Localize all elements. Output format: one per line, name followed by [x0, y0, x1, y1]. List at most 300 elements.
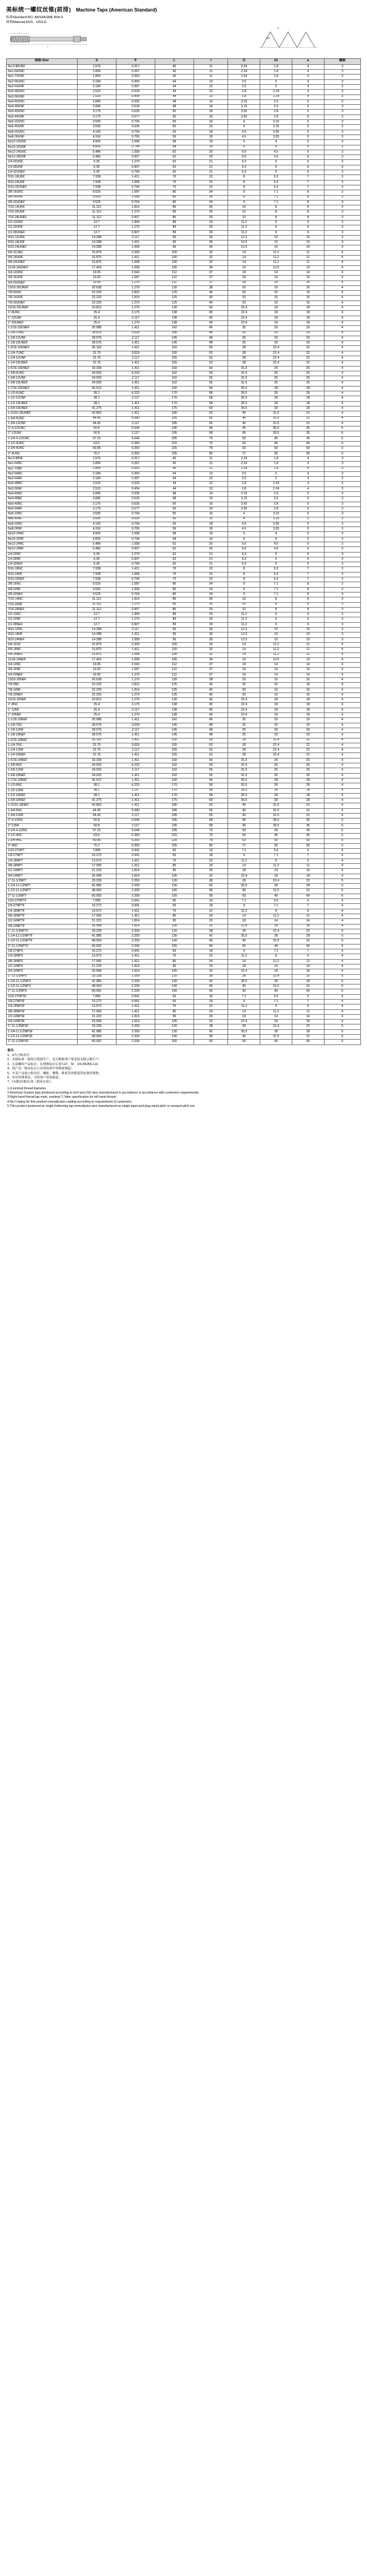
- cell-size: 2"-11-1/2NPT: [7, 894, 78, 898]
- cell-value: 4: [324, 969, 360, 974]
- cell-value: 1.058: [116, 140, 155, 145]
- cell-value: 40: [228, 411, 260, 416]
- cell-size: 3/8-32NEF: [7, 592, 78, 597]
- cell-value: 56: [194, 386, 228, 391]
- cell-value: 3.15: [260, 512, 292, 517]
- cell-size: No2-56NC: [7, 471, 78, 476]
- cell-value: 4.5: [260, 547, 292, 552]
- cell-value: 18: [260, 969, 292, 974]
- cell-value: 3: [324, 502, 360, 506]
- cell-value: 0.454: [116, 95, 155, 99]
- cell-value: 3: [324, 75, 360, 79]
- cell-value: 4: [324, 250, 360, 255]
- cell-value: 24: [194, 592, 228, 597]
- table-row: [7, 421, 361, 426]
- cell-value: 6: [324, 1040, 360, 1044]
- cell-value: 28: [260, 788, 292, 793]
- cell-size: 9/16-18UNF: [7, 241, 78, 245]
- cell-value: 0.454: [116, 471, 155, 476]
- cell-value: 25: [292, 758, 324, 763]
- cell-value: 8: [228, 572, 260, 577]
- cell-size: 1"-20NEF: [7, 713, 78, 718]
- cell-value: 130: [155, 934, 194, 939]
- cell-value: 2.515: [77, 90, 116, 95]
- cell-value: 63: [228, 838, 260, 843]
- cell-size: 2-1/4-4-1/2NC: [7, 828, 78, 833]
- table-row: [7, 341, 361, 346]
- cell-value: 11.2: [228, 225, 260, 230]
- cell-value: 40: [228, 984, 260, 989]
- cell-value: 28: [292, 391, 324, 396]
- table-row: [7, 442, 361, 446]
- cell-value: 0.941: [116, 949, 155, 954]
- cell-value: 1.814: [116, 969, 155, 974]
- cell-value: 22.4: [260, 929, 292, 934]
- cell-value: 5: [260, 170, 292, 175]
- cell-value: 19: [194, 532, 228, 537]
- cell-value: 4: [324, 919, 360, 924]
- table-row: [7, 909, 361, 914]
- cell-value: 6.350: [116, 451, 155, 456]
- cell-value: 40: [194, 688, 228, 692]
- cell-value: 3: [324, 134, 360, 139]
- cell-value: 28: [228, 974, 260, 979]
- cell-value: 22: [292, 753, 324, 758]
- cell-size: 7/8-14NF: [7, 688, 78, 692]
- cell-value: 10: [292, 632, 324, 637]
- cell-value: 31.5: [260, 939, 292, 944]
- cell-value: 5.644: [116, 427, 155, 431]
- table-row: [7, 1009, 361, 1014]
- cell-value: 140: [155, 889, 194, 894]
- cell-value: 3.55: [228, 115, 260, 119]
- cell-value: 40: [228, 421, 260, 426]
- cell-value: 11: [194, 64, 228, 69]
- cell-value: 3: [324, 145, 360, 150]
- cell-value: 42: [194, 306, 228, 311]
- cell-value: 3: [324, 572, 360, 577]
- cell-value: 22.225: [77, 688, 116, 692]
- table-row: [7, 296, 361, 300]
- cell-value: 28.575: [77, 341, 116, 346]
- cell-value: 9: [292, 1004, 324, 1009]
- cell-size: 2-1/4-4-1/2UNC: [7, 436, 78, 441]
- cell-value: 52: [194, 351, 228, 356]
- note-cn-line: 1、d为公称直径: [7, 1054, 30, 1058]
- cell-value: 3.505: [77, 120, 116, 125]
- table-row: [7, 683, 361, 688]
- cell-value: 4: [260, 532, 292, 537]
- cell-value: 31: [292, 1035, 324, 1040]
- cell-value: 8: [292, 190, 324, 195]
- cell-value: 8: [260, 607, 292, 612]
- cell-value: 4: [292, 79, 324, 84]
- cell-value: 4: [324, 768, 360, 773]
- cell-value: 10: [260, 235, 292, 240]
- cell-value: 3.629: [116, 723, 155, 728]
- cell-value: 22: [194, 572, 228, 577]
- cell-value: 1.411: [116, 401, 155, 406]
- cell-value: 60: [155, 899, 194, 904]
- cell-value: 125: [155, 692, 194, 697]
- cell-value: 1.8: [260, 466, 292, 471]
- cell-value: 62: [155, 155, 194, 160]
- cell-value: 68: [194, 427, 228, 431]
- cell-value: 4: [324, 1009, 360, 1014]
- cell-value: 75: [155, 909, 194, 914]
- cell-value: 40: [228, 939, 260, 944]
- cell-value: 31.5: [260, 803, 292, 808]
- cell-value: 80: [155, 587, 194, 592]
- cell-value: 160: [155, 758, 194, 763]
- cell-value: 11: [292, 261, 324, 265]
- cell-value: 6.35: [77, 160, 116, 165]
- cell-value: 2.184: [77, 84, 116, 89]
- cell-value: 16: [260, 688, 292, 692]
- cell-size: 1-1/8-7UNC: [7, 331, 78, 336]
- cell-value: 44.45: [77, 421, 116, 426]
- cell-value: 31: [292, 939, 324, 944]
- cell-value: 28: [292, 793, 324, 798]
- cell-value: 68: [194, 818, 228, 823]
- cell-value: 48: [155, 492, 194, 497]
- table-row: [7, 1020, 361, 1024]
- cell-size: 1-1/2-6NC: [7, 783, 78, 788]
- cell-size: 1/2-14NPT: [7, 869, 78, 874]
- cell-value: 16: [260, 683, 292, 688]
- cell-value: 7.1: [228, 899, 260, 904]
- cell-value: 3: [324, 456, 360, 461]
- cell-size: 1/4-20NC: [7, 552, 78, 557]
- cell-value: 130: [155, 306, 194, 311]
- cell-value: 58: [194, 783, 228, 788]
- cell-value: 3: [324, 522, 360, 526]
- cell-value: 4: [324, 421, 360, 426]
- cell-value: 3.15: [260, 125, 292, 130]
- table-row: [7, 773, 361, 778]
- cell-value: 41.275: [77, 406, 116, 411]
- page-header: [0, 0, 367, 25]
- table-row: [7, 748, 361, 753]
- cell-value: 4: [324, 411, 360, 416]
- cell-value: 48.054: [77, 939, 116, 944]
- cell-size: 1-3/4-5NC: [7, 808, 78, 813]
- cell-value: 145: [155, 733, 194, 738]
- cell-size: 3/8-24UNF: [7, 195, 78, 200]
- cell-value: 12: [292, 265, 324, 270]
- cell-size: 1-3/8-12NF: [7, 768, 78, 773]
- table-row: [7, 225, 361, 230]
- cell-value: 45: [194, 320, 228, 325]
- cell-value: 1.587: [116, 668, 155, 672]
- cell-value: 4: [324, 265, 360, 270]
- cell-value: 4: [324, 256, 360, 261]
- cell-value: 48: [155, 497, 194, 502]
- cell-value: 5: [292, 527, 324, 532]
- cell-value: 22.4: [228, 698, 260, 703]
- cell-value: 7.1: [260, 190, 292, 195]
- cell-value: 3: [324, 190, 360, 195]
- cell-value: 95: [155, 869, 194, 874]
- cell-value: 2.117: [116, 628, 155, 632]
- cell-value: 16: [292, 285, 324, 290]
- cell-value: 32: [194, 250, 228, 255]
- cell-value: 25: [260, 763, 292, 768]
- cell-value: 1.814: [116, 688, 155, 692]
- cell-value: 118: [155, 285, 194, 290]
- cell-value: 32: [194, 652, 228, 657]
- cell-value: 0.794: [116, 130, 155, 134]
- cell-value: 30: [194, 632, 228, 637]
- note-cn-line: 5、本页产品按公称直径、螺距、槽数、锥度等参数提供标准的规格；: [7, 1071, 102, 1075]
- cell-value: 31.75: [77, 748, 116, 753]
- cell-value: 5.080: [116, 416, 155, 421]
- cell-value: 2.845: [77, 492, 116, 497]
- cell-value: 62: [155, 160, 194, 165]
- cell-value: 4: [324, 688, 360, 692]
- cell-value: 6.3: [260, 567, 292, 572]
- cell-value: 14: [228, 959, 260, 964]
- cell-value: 4: [324, 371, 360, 376]
- cell-value: 2.845: [77, 105, 116, 110]
- cell-value: 1.8: [260, 75, 292, 79]
- cell-value: 8: [292, 602, 324, 607]
- cell-value: 45: [260, 834, 292, 838]
- cell-value: 11.2: [260, 652, 292, 657]
- cell-value: 58: [155, 537, 194, 542]
- cell-value: 1.270: [116, 160, 155, 165]
- cell-value: 3: [324, 115, 360, 119]
- cell-value: 4: [324, 663, 360, 668]
- cell-value: 9: [292, 622, 324, 627]
- cell-value: 70: [194, 436, 228, 441]
- cell-value: 70: [194, 828, 228, 833]
- cell-value: 22.4: [260, 974, 292, 979]
- cell-size: 1-1/8-12NF: [7, 728, 78, 732]
- table-row: [7, 949, 361, 954]
- cell-value: 18: [260, 713, 292, 718]
- cell-value: 9: [260, 230, 292, 235]
- cell-value: 21.223: [77, 919, 116, 924]
- cell-value: 0.794: [116, 562, 155, 567]
- cell-value: 80: [155, 582, 194, 587]
- cell-value: 0.941: [116, 854, 155, 858]
- cell-value: 2.209: [116, 984, 155, 989]
- cell-value: 0.529: [116, 497, 155, 502]
- cell-value: 7.1: [260, 582, 292, 587]
- cell-value: 0.317: [116, 456, 155, 461]
- notes-chinese: [7, 1054, 361, 1085]
- cell-value: 48: [194, 733, 228, 738]
- cell-value: 56: [194, 778, 228, 783]
- cell-value: 50: [155, 115, 194, 119]
- cell-value: 44: [155, 90, 194, 95]
- cell-value: 22.225: [77, 683, 116, 688]
- table-row: [7, 95, 361, 99]
- table-row: [7, 371, 361, 376]
- cell-size: No3-56NF: [7, 486, 78, 491]
- cell-value: 5: [292, 120, 324, 125]
- cell-value: 25: [260, 758, 292, 763]
- cell-value: 3: [324, 175, 360, 180]
- cell-value: 112: [155, 663, 194, 668]
- cell-size: No8-32UNC: [7, 130, 78, 134]
- cell-size: 1-1/4-11-1/2NPS: [7, 979, 78, 984]
- cell-value: 205: [155, 436, 194, 441]
- cell-value: 2: [260, 477, 292, 482]
- cell-value: 40: [194, 683, 228, 688]
- cell-value: 112: [155, 672, 194, 677]
- cell-value: 0.941: [116, 904, 155, 909]
- cell-value: 45: [228, 823, 260, 828]
- cell-value: 22: [292, 974, 324, 979]
- table-row: [7, 894, 361, 898]
- cell-value: 38: [194, 285, 228, 290]
- table-row: [7, 331, 361, 336]
- cell-value: 34.925: [77, 371, 116, 376]
- cell-value: 31: [292, 889, 324, 894]
- cell-value: 22: [194, 954, 228, 959]
- cell-value: 50.8: [77, 427, 116, 431]
- cell-value: 30: [194, 235, 228, 240]
- cell-value: 6: [324, 838, 360, 843]
- cell-value: 3.55: [260, 522, 292, 526]
- cell-value: 0.353: [116, 75, 155, 79]
- cell-value: 4: [324, 320, 360, 325]
- cell-value: 58: [155, 532, 194, 537]
- table-row: [7, 462, 361, 466]
- cell-value: 5: [324, 889, 360, 894]
- cell-value: 4: [324, 381, 360, 386]
- cell-value: 50: [260, 838, 292, 843]
- cell-value: 4: [324, 758, 360, 763]
- cell-value: 85: [155, 210, 194, 215]
- cell-size: 1-3/8-6UNC: [7, 371, 78, 376]
- cell-value: 40: [228, 803, 260, 808]
- cell-size: 9/16-18NF: [7, 632, 78, 637]
- cell-value: 10: [228, 597, 260, 602]
- cell-size: 1/4-18NPS: [7, 954, 78, 959]
- cell-value: 24: [194, 195, 228, 200]
- cell-value: 9.525: [77, 190, 116, 195]
- cell-size: No12-24UNC: [7, 150, 78, 154]
- cell-value: 31.5: [260, 984, 292, 989]
- cell-value: 21: [194, 165, 228, 170]
- cell-value: 0.397: [116, 477, 155, 482]
- table-row: [7, 939, 361, 944]
- cell-value: 50: [228, 828, 260, 833]
- cell-value: 3: [324, 637, 360, 642]
- cell-value: 1.411: [116, 793, 155, 798]
- cell-value: 28: [228, 351, 260, 356]
- table-row: [7, 924, 361, 929]
- cell-value: 2.24: [260, 486, 292, 491]
- cell-value: 1.270: [116, 713, 155, 718]
- cell-value: 35.5: [228, 1029, 260, 1034]
- table-row: [7, 120, 361, 125]
- cell-value: 14: [228, 642, 260, 647]
- cell-value: 70: [155, 175, 194, 180]
- cell-value: 1.270: [116, 306, 155, 311]
- cell-value: 44: [155, 486, 194, 491]
- cell-value: 165: [155, 386, 194, 391]
- cell-value: 80: [194, 451, 228, 456]
- cell-value: 58: [155, 140, 194, 145]
- cell-value: 195: [155, 427, 194, 431]
- cell-value: 71: [228, 451, 260, 456]
- cell-value: 3: [324, 241, 360, 245]
- cell-value: 0.635: [116, 99, 155, 104]
- table-row: [7, 366, 361, 371]
- table-row: [7, 763, 361, 768]
- table-row: [7, 672, 361, 677]
- table-row: [7, 416, 361, 421]
- cell-value: 56: [155, 522, 194, 526]
- cell-value: 11.2: [228, 220, 260, 225]
- cell-value: 11: [292, 256, 324, 261]
- cell-value: 138: [155, 703, 194, 708]
- table-row: [7, 170, 361, 175]
- cell-value: 10.272: [77, 854, 116, 858]
- table-row: [7, 733, 361, 738]
- cell-value: 2.24: [228, 456, 260, 461]
- cell-value: 11.112: [77, 602, 116, 607]
- cell-value: 4.5: [228, 134, 260, 139]
- cell-value: 4: [324, 949, 360, 954]
- cell-value: 6: [324, 834, 360, 838]
- cell-value: 35.5: [228, 979, 260, 984]
- table-row: [7, 753, 361, 758]
- cell-value: 45: [292, 442, 324, 446]
- cell-value: 11.2: [260, 914, 292, 918]
- cell-value: 28.575: [77, 336, 116, 340]
- cell-value: 100: [155, 652, 194, 657]
- table-row: [7, 788, 361, 793]
- cell-size: 1/4-18NPSF: [7, 1004, 78, 1009]
- cell-value: 4: [228, 120, 260, 125]
- cell-value: 2: [260, 79, 292, 84]
- cell-size: 7/8-20NEF: [7, 692, 78, 697]
- cell-value: 14: [260, 270, 292, 275]
- cell-value: 16: [194, 994, 228, 999]
- cell-value: 40: [155, 456, 194, 461]
- cell-value: 95: [155, 241, 194, 245]
- table-row: [7, 612, 361, 617]
- cell-value: 4: [324, 678, 360, 683]
- cell-value: 0.529: [116, 105, 155, 110]
- cell-value: 16: [260, 678, 292, 683]
- cell-size: 1/4-32UNEF: [7, 170, 78, 175]
- cell-value: 31.5: [260, 808, 292, 813]
- table-row: [7, 336, 361, 340]
- cell-value: 3.505: [77, 512, 116, 517]
- cell-value: 9: [228, 1000, 260, 1004]
- cell-value: 4.5: [228, 527, 260, 532]
- cell-size: 1-1/2-12UNF: [7, 396, 78, 401]
- cell-value: 175: [155, 798, 194, 803]
- cell-value: 38: [194, 974, 228, 979]
- cell-value: 40: [292, 989, 324, 994]
- cell-value: 8: [228, 577, 260, 582]
- cell-value: 11.2: [260, 261, 292, 265]
- cell-value: 5.486: [77, 155, 116, 160]
- table-row: [7, 130, 361, 134]
- cell-value: 14.288: [77, 628, 116, 632]
- cell-value: 18: [260, 703, 292, 708]
- cell-value: 14: [260, 663, 292, 668]
- cell-value: 3.175: [116, 703, 155, 708]
- cell-value: 0.794: [116, 577, 155, 582]
